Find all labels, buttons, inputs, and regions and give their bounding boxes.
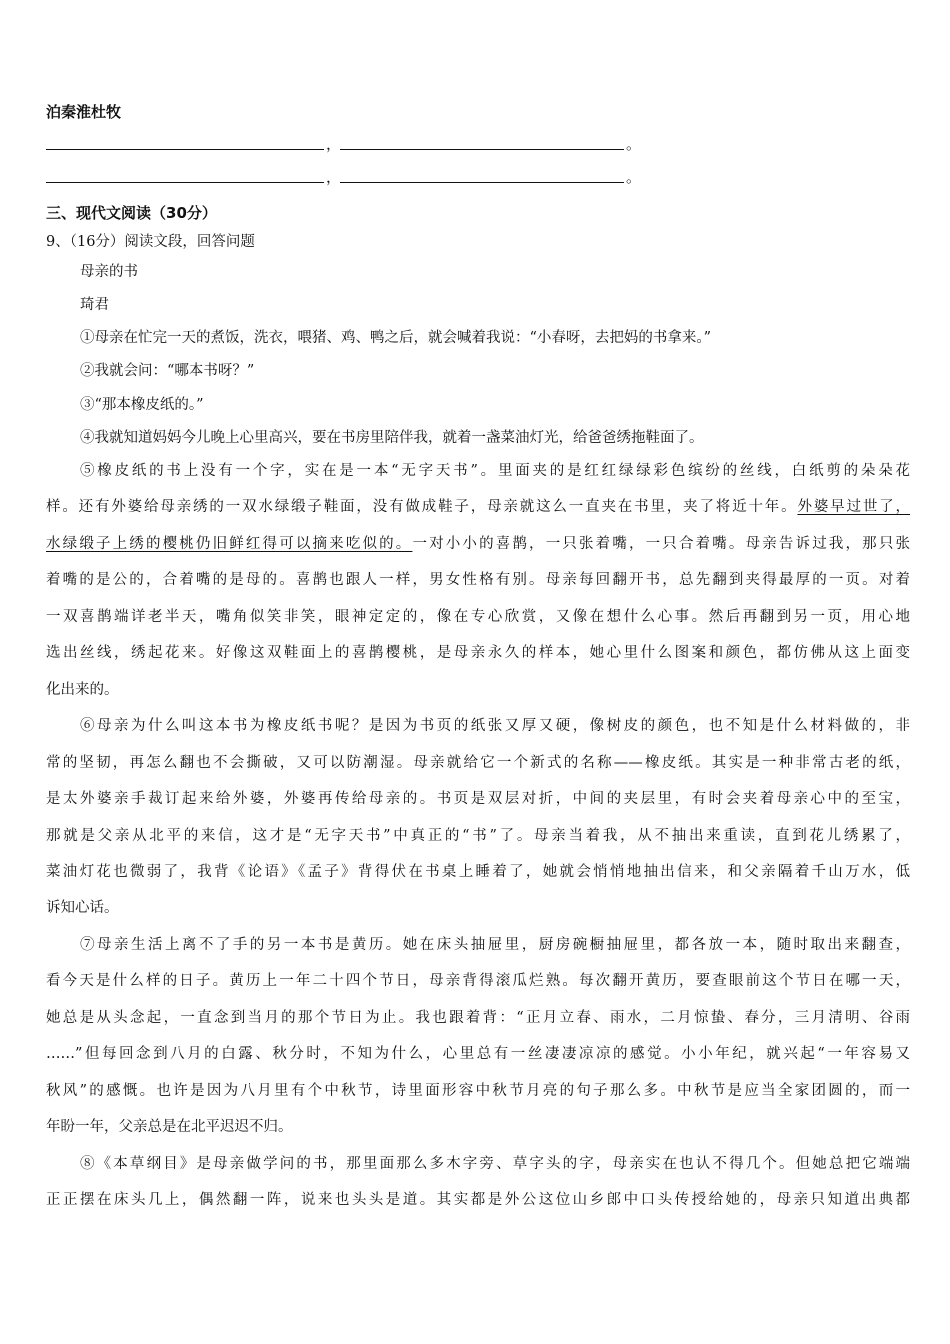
answer-blank[interactable] [340, 149, 624, 150]
article-line: 年盼一年，父亲总是在北平迟迟不归。 [46, 1119, 293, 1136]
answer-blank[interactable] [46, 182, 324, 183]
article-line: ⑦母亲生活上离不了手的另一本书是黄历。她在床头抽屉里，厨房碗橱抽屉里，都各放一本，随时取出来翻查， [80, 936, 910, 953]
blank-separator: ， [326, 135, 342, 153]
article-line: 是太外婆亲手裁订起来给外婆，外婆再传给母亲的。书页是双层对折，中间的夹层里，有时会夹着母亲心中的至宝， [46, 791, 910, 808]
question-intro: 9、（16分）阅读文段，回答问题 [46, 234, 255, 250]
answer-blank[interactable] [340, 182, 624, 183]
article-line: 那就是父亲从北平的来信，这才是“无字天书”中真正的“书”了。母亲当着我，从不抽出来重读，直到花儿绣累了， [46, 827, 910, 844]
blank-separator: ， [326, 168, 342, 186]
article-line: 诉知心话。 [46, 900, 119, 917]
text-run: 一对小小的喜鹊，一只张着嘴，一只合着嘴。母亲告诉过我，那只张 [412, 535, 910, 552]
underlined-passage: 水绿缎子上绣的樱桃仍旧鲜红得可以摘来吃似的。 [46, 535, 413, 552]
article-line: ②我就会问：“哪本书呀？” [80, 363, 255, 379]
article-title: 母亲的书 [80, 264, 138, 280]
article-author: 琦君 [80, 297, 109, 313]
answer-blank-line-2 [46, 164, 666, 186]
text-run: 样。还有外婆给母亲绣的一双水绿缎子鞋面，没有做成鞋子，母亲就这么一直夹在书里，夹了将近十年。 [46, 499, 798, 516]
article-line: 着嘴的是公的，合着嘴的是母的。喜鹊也跟人一样，男女性格有别。母亲每回翻开书，总先翻到夹得最厚的一页。对着 [46, 572, 910, 589]
answer-blank-line-1 [46, 131, 666, 153]
article-line: ①母亲在忙完一天的煮饭，洗衣，喂猪、鸡、鸭之后，就会喊着我说：“小春呀，去把妈的书拿来。” [80, 330, 712, 346]
article-line: 化出来的。 [46, 681, 119, 698]
article-line: 秋风”的感慨。也许是因为八月里有个中秋节，诗里面形容中秋节月亮的句子那么多。中秋节是应当全家团圆的，而一 [46, 1082, 910, 1099]
article-line: 菜油灯花也微弱了，我背《论语》《孟子》背得伏在书桌上睡着了，她就会悄悄地抽出信来，和父亲隔着千山万水，低 [46, 863, 910, 880]
article-line: ⑤橡皮纸的书上没有一个字，实在是一本“无字天书”。里面夹的是红红绿绿彩色缤纷的丝线，白纸剪的朵朵花 [80, 463, 910, 479]
article-line: 常的坚韧，再怎么翻也不会撕破，又可以防潮湿。母亲就给它一个新式的名称——橡皮纸。其实是一种非常古老的纸， [46, 754, 910, 771]
blank-end: 。 [626, 168, 642, 186]
article-line: ⑥母亲为什么叫这本书为橡皮纸书呢？是因为书页的纸张又厚又硬，像树皮的颜色，也不知是什么材料做的，非 [80, 718, 910, 735]
article-line: ③“那本橡皮纸的。” [80, 397, 204, 413]
article-line: 正正摆在床头几上，偶然翻一阵，说来也头头是道。其实都是外公这位山乡郎中口头传授给她的，母亲只知道出典都 [46, 1192, 910, 1208]
article-line [46, 497, 910, 517]
article-line: 一双喜鹊端详老半天，嘴角似笑非笑，眼神定定的，像在专心欣赏，又像在想什么心事。然后再翻到另一页，用心地 [46, 608, 910, 625]
article-line: ⑧《本草纲目》是母亲做学问的书，那里面那么多木字旁、草字头的字，母亲实在也认不得几个。但她总把它端端 [80, 1155, 910, 1172]
article-line: ④我就知道妈妈今儿晚上心里高兴，要在书房里陪伴我，就着一盏菜油灯光，给爸爸绣拖鞋面了。 [80, 430, 704, 446]
blank-end: 。 [626, 135, 642, 153]
section-heading: 三、现代文阅读（30分） [46, 204, 217, 222]
article-line: 选出丝线，绣起花来。好像这双鞋面上的喜鹊樱桃，是母亲永久的样本，她心里什么图案和颜色，都仿佛从这上面变 [46, 645, 910, 662]
article-line [46, 534, 910, 554]
underlined-passage: 外婆早过世了， [797, 499, 911, 516]
article-line: 她总是从头念起，一直念到当月的那个节日为止。我也跟着背：“正月立春、雨水，二月惊蛰、春分，三月清明、谷雨 [46, 1009, 910, 1026]
poem-title: 泊秦淮杜牧 [46, 103, 122, 121]
article-line: ……”但每回念到八月的白露、秋分时，不知为什么，心里总有一丝凄凄凉凉的感觉。小小年纪，就兴起“一年容易又 [46, 1046, 910, 1063]
article-line: 看今天是什么样的日子。黄历上一年二十四个节日，母亲背得滚瓜烂熟。每次翻开黄历，要查眼前这个节日在哪一天， [46, 973, 910, 990]
answer-blank[interactable] [46, 149, 324, 150]
